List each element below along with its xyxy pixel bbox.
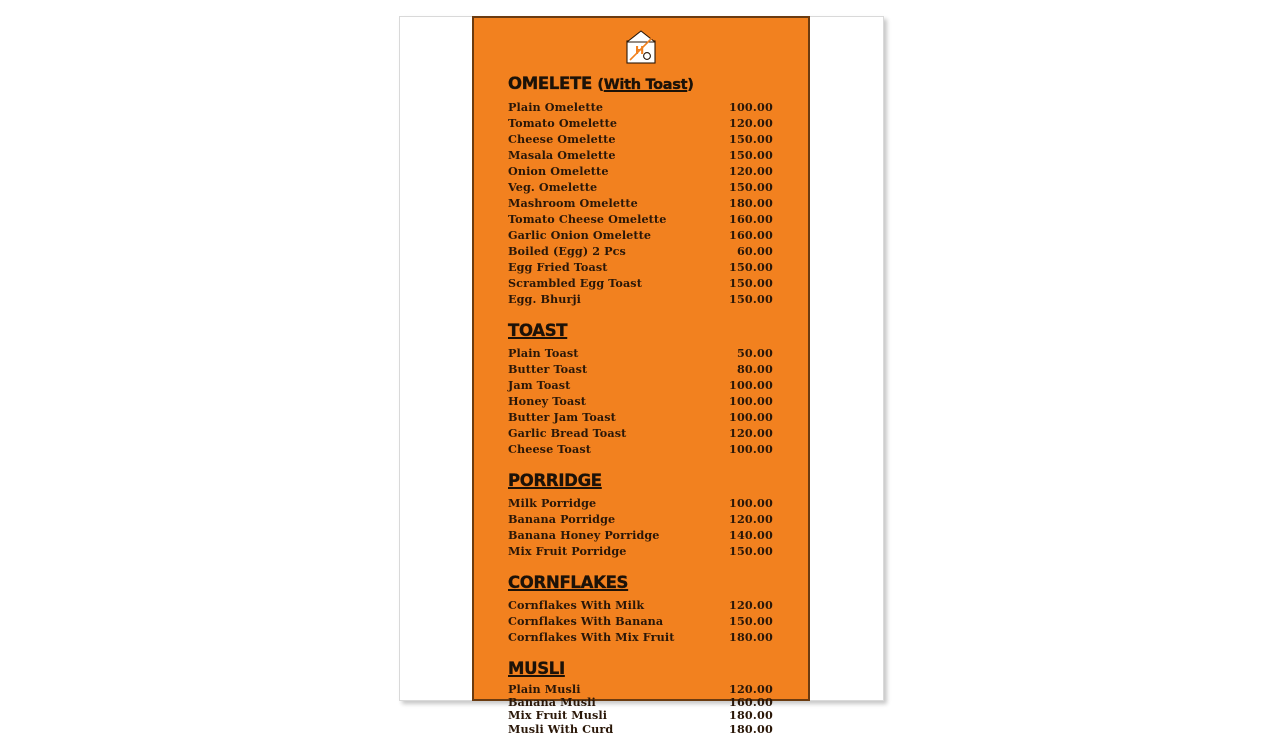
menu-section <box>508 471 773 559</box>
menu-item-row <box>508 709 773 722</box>
menu-item-row <box>508 511 773 527</box>
menu-item-price: 120.00 <box>728 426 773 440</box>
section-heading-main: MUSLI <box>508 659 565 678</box>
menu-item-price: 60.00 <box>736 244 773 258</box>
menu-item-name: Mix Fruit Musli <box>508 708 608 723</box>
svg-text:H: H <box>635 44 645 57</box>
menu-item-price: 120.00 <box>728 598 773 612</box>
menu-item-price: 150.00 <box>728 276 773 290</box>
menu-item-price: 160.00 <box>728 228 773 242</box>
menu-item-price: 120.00 <box>728 164 773 178</box>
menu-item-row <box>508 115 773 131</box>
menu-item-price: 180.00 <box>728 630 773 644</box>
menu-item-name: Butter Toast <box>508 362 588 376</box>
section-heading <box>508 659 773 679</box>
menu-item-row <box>508 345 773 361</box>
menu-item-row <box>508 99 773 115</box>
menu-item-row <box>508 195 773 211</box>
menu-item-price: 180.00 <box>728 196 773 210</box>
menu-item-row <box>508 243 773 259</box>
menu-item-row <box>508 291 773 307</box>
menu-item-name: Banana Honey Porridge <box>508 528 660 542</box>
menu-item-price: 150.00 <box>728 180 773 194</box>
menu-item-row <box>508 227 773 243</box>
menu-item-row <box>508 597 773 613</box>
menu-item-name: Garlic Onion Omelette <box>508 228 652 242</box>
menu-item-name: Tomato Cheese Omelette <box>508 212 667 226</box>
menu-item-row <box>508 629 773 645</box>
section-heading-main: CORNFLAKES <box>508 573 629 592</box>
menu-item-name: Mashroom Omelette <box>508 196 638 210</box>
menu-item-price: 150.00 <box>728 614 773 628</box>
menu-item-row <box>508 147 773 163</box>
menu-section <box>508 659 773 736</box>
menu-item-price: 120.00 <box>728 682 773 696</box>
menu-item-row <box>508 425 773 441</box>
menu-item-price: 180.00 <box>728 721 773 736</box>
menu-item-name: Mix Fruit Porridge <box>508 544 627 558</box>
menu-item-row <box>508 543 773 559</box>
menu-item-name: Garlic Bread Toast <box>508 426 627 440</box>
section-heading-sub: (With Toast) <box>597 77 694 93</box>
menu-item-row <box>508 723 773 736</box>
menu-item-row <box>508 211 773 227</box>
menu-item-row <box>508 131 773 147</box>
section-heading <box>508 471 773 491</box>
menu-item-price: 100.00 <box>728 394 773 408</box>
menu-item-name: Milk Porridge <box>508 496 597 510</box>
menu-item-row <box>508 361 773 377</box>
menu-item-name: Masala Omelette <box>508 148 616 162</box>
section-heading-main: PORRIDGE <box>508 471 602 490</box>
menu-item-price: 80.00 <box>736 362 773 376</box>
menu-item-name: Banana Musli <box>508 695 596 710</box>
menu-item-row <box>508 613 773 629</box>
menu-item-name: Egg Fried Toast <box>508 260 608 274</box>
menu-sections-list <box>508 74 773 739</box>
menu-item-name: Banana Porridge <box>508 512 616 526</box>
menu-item-price: 100.00 <box>728 378 773 392</box>
menu-item-name: Plain Musli <box>508 682 581 696</box>
house-logo-icon <box>626 30 656 64</box>
menu-item-price: 150.00 <box>728 148 773 162</box>
section-heading <box>508 74 773 95</box>
menu-item-price: 120.00 <box>728 116 773 130</box>
menu-item-row <box>508 409 773 425</box>
menu-item-row <box>508 377 773 393</box>
menu-item-name: Cornflakes With Banana <box>508 614 664 628</box>
menu-item-row <box>508 495 773 511</box>
menu-item-name: Tomato Omelette <box>508 116 618 130</box>
menu-item-row <box>508 275 773 291</box>
menu-item-row <box>508 163 773 179</box>
menu-item-price: 150.00 <box>728 544 773 558</box>
menu-item-name: Cheese Omelette <box>508 132 616 146</box>
menu-item-price: 160.00 <box>728 695 773 710</box>
section-heading <box>508 573 773 593</box>
menu-item-name: Honey Toast <box>508 394 586 408</box>
menu-item-name: Plain Toast <box>508 346 579 360</box>
menu-item-price: 150.00 <box>728 132 773 146</box>
section-heading-sub-text: With Toast <box>603 77 688 93</box>
menu-item-name: Musli With Curd <box>508 721 614 736</box>
menu-section <box>508 74 773 307</box>
menu-item-price: 180.00 <box>728 708 773 723</box>
menu-item-price: 160.00 <box>728 212 773 226</box>
menu-item-name: Egg. Bhurji <box>508 292 581 306</box>
menu-item-price: 100.00 <box>728 442 773 456</box>
section-heading <box>508 321 773 341</box>
menu-item-price: 140.00 <box>728 528 773 542</box>
menu-section <box>508 321 773 457</box>
menu-item-price: 50.00 <box>736 346 773 360</box>
menu-item-row <box>508 259 773 275</box>
menu-item-price: 100.00 <box>728 100 773 114</box>
menu-item-name: Butter Jam Toast <box>508 410 616 424</box>
menu-item-name: Veg. Omelette <box>508 180 598 194</box>
menu-item-price: 100.00 <box>728 410 773 424</box>
menu-item-name: Cornflakes With Mix Fruit <box>508 630 675 644</box>
menu-item-name: Plain Omelette <box>508 100 604 114</box>
menu-panel <box>472 16 810 736</box>
menu-item-name: Onion Omelette <box>508 164 609 178</box>
menu-item-name: Jam Toast <box>508 378 571 392</box>
menu-item-name: Cornflakes With Milk <box>508 598 645 612</box>
menu-item-row <box>508 441 773 457</box>
menu-item-price: 120.00 <box>728 512 773 526</box>
menu-item-row <box>508 179 773 195</box>
menu-item-price: 150.00 <box>728 292 773 306</box>
menu-item-row <box>508 393 773 409</box>
section-heading-main: OMELETE <box>508 74 592 93</box>
menu-item-name: Cheese Toast <box>508 442 592 456</box>
section-heading-main: TOAST <box>508 321 568 340</box>
menu-item-name: Scrambled Egg Toast <box>508 276 642 290</box>
menu-item-row <box>508 527 773 543</box>
menu-item-price: 150.00 <box>728 260 773 274</box>
menu-section <box>508 573 773 645</box>
menu-item-price: 100.00 <box>728 496 773 510</box>
menu-item-name: Boiled (Egg) 2 Pcs <box>508 244 626 258</box>
